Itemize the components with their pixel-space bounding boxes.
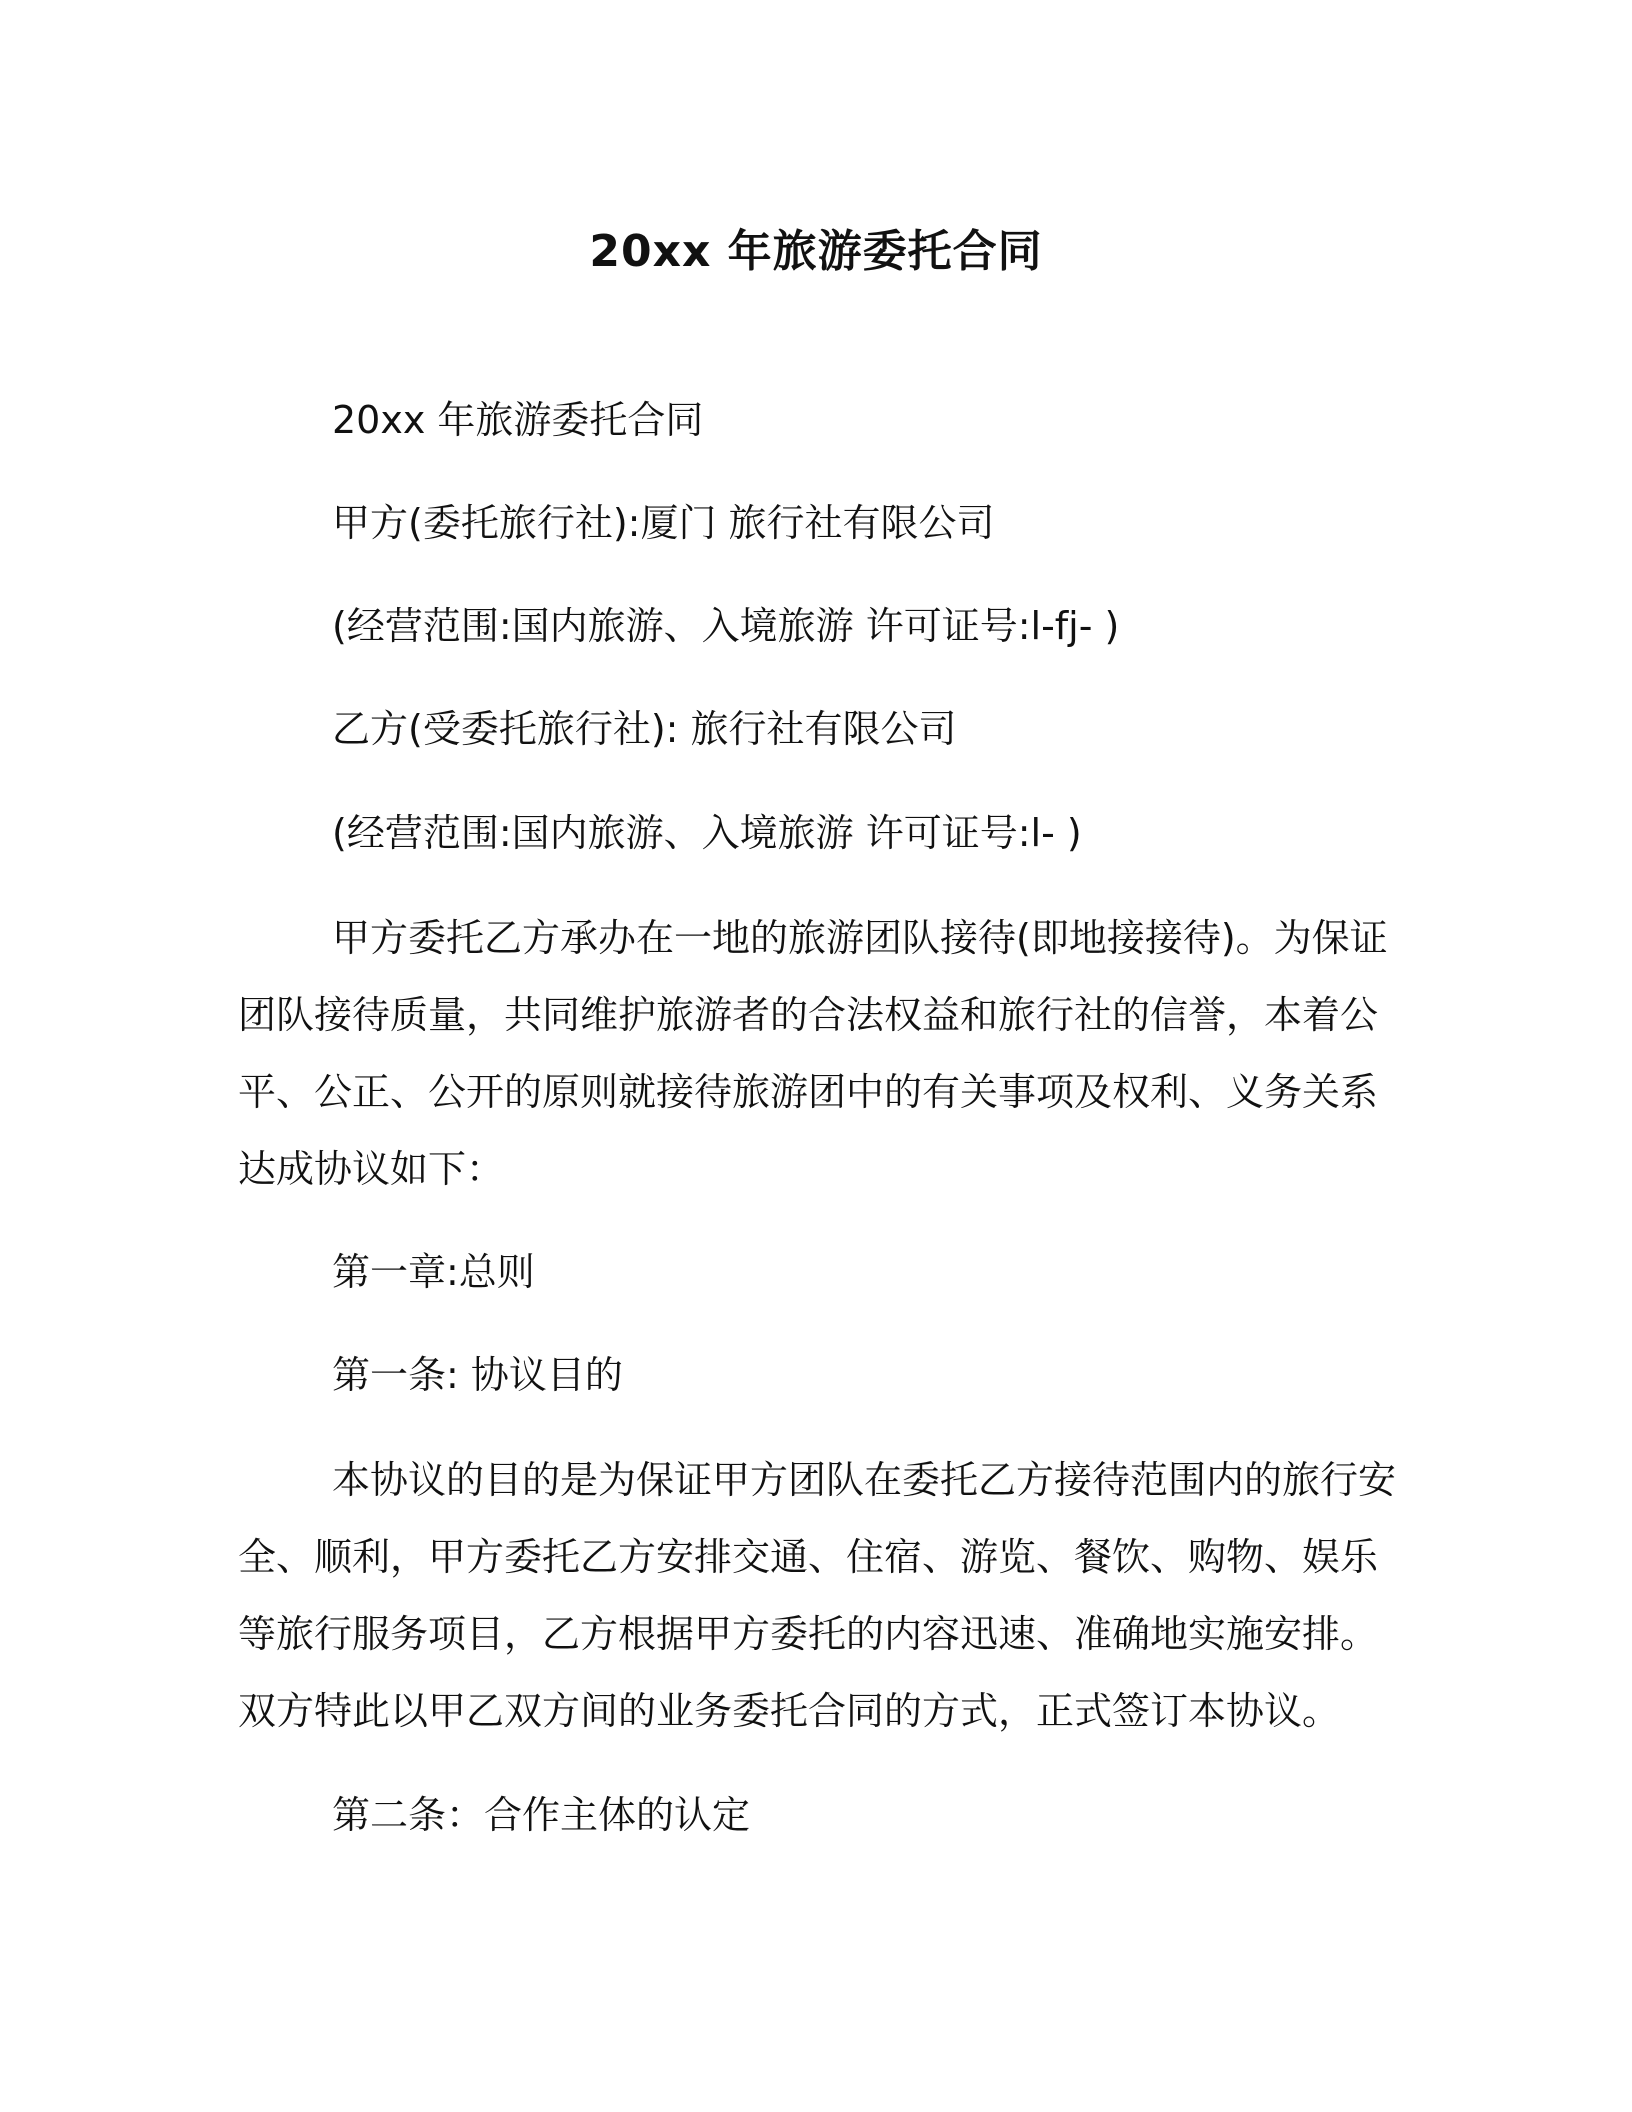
document-title: 20xx 年旅游委托合同 [589, 226, 1043, 277]
article-1-heading: 第一条: 协议目的 [332, 1353, 623, 1397]
party-b-scope-line: (经营范围:国内旅游、入境旅游 许可证号:l- ) [332, 811, 1082, 855]
party-a-line: 甲方(委托旅行社):厦门 旅行社有限公司 [332, 501, 995, 545]
purpose-paragraph: 本协议的目的是为保证甲方团队在委托乙方接待范围内的旅行安全、顺利，甲方委托乙方安排交通、住宿、游览、餐饮、购物、娱乐等旅行服务项目，乙方根据甲方委托的内容迅速、准确地实施安排。双方特此以甲乙双方间的业务委托合同的方式，正式签订本协议。 [238, 1458, 1397, 1733]
party-b-line: 乙方(受委托旅行社): 旅行社有限公司 [332, 707, 957, 751]
party-a-scope-line: (经营范围:国内旅游、入境旅游 许可证号:l-fj- ) [332, 604, 1120, 648]
article-2-heading: 第二条：合作主体的认定 [332, 1793, 751, 1837]
chapter-1-heading: 第一章:总则 [332, 1250, 535, 1294]
intro-paragraph: 甲方委托乙方承办在一地的旅游团队接待(即地接接待)。为保证团队接待质量，共同维护旅游者的合法权益和旅行社的信誉，本着公平、公正、公开的原则就接待旅游团中的有关事项及权利、义务关系达成协议如下： [238, 916, 1388, 1191]
contract-heading-line: 20xx 年旅游委托合同 [332, 398, 704, 442]
